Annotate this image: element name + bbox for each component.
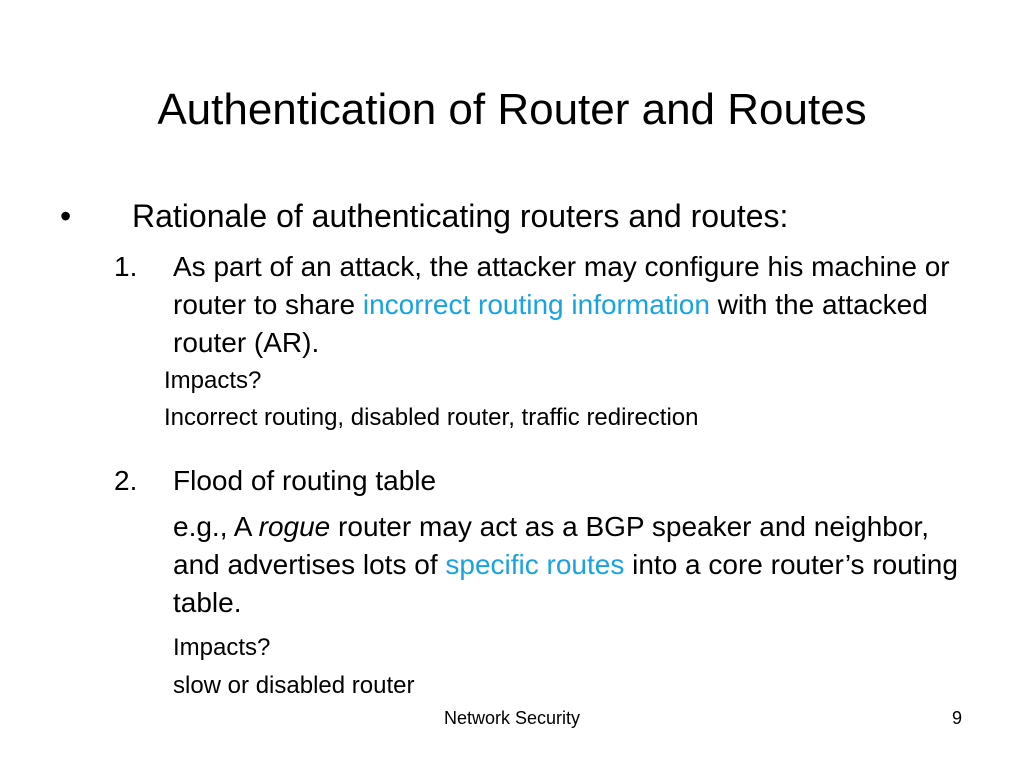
item-2-text-c: into a core router’s routing table. <box>173 549 958 618</box>
bullet-text: Rationale of authenticating routers and routes: <box>132 198 789 234</box>
item-2-impacts-label: Impacts? <box>173 634 271 661</box>
item-1-impacts-text: Incorrect routing, disabled router, traffic redirection <box>164 404 699 431</box>
item-2-text-a: e.g., A <box>173 511 259 542</box>
footer-title: Network Security <box>444 708 581 728</box>
item-2-text-b: router may act as a BGP speaker and neighbor, and advertises lots of <box>173 511 929 580</box>
item-1-highlight: incorrect routing information <box>362 289 710 320</box>
item-1-text-b: with the attacked router (AR). <box>173 289 928 358</box>
bullet-rationale <box>60 194 788 238</box>
item-2-impacts-text: slow or disabled router <box>173 672 415 699</box>
item-2-heading: Flood of routing table <box>173 465 437 496</box>
item-2-paragraph <box>173 508 963 622</box>
item-1-number: 1. <box>114 251 138 282</box>
item-1-impacts-label: Impacts? <box>164 367 262 394</box>
item-2-number: 2. <box>114 465 138 496</box>
page-number: 9 <box>952 708 963 728</box>
bullet-marker: • <box>60 198 72 234</box>
item-2-highlight: specific routes <box>445 549 625 580</box>
slide-title: Authentication of Router and Routes <box>157 85 867 134</box>
item-2-italic: rogue <box>258 511 331 542</box>
item-1-paragraph <box>173 248 963 362</box>
item-1-text-a: As part of an attack, the attacker may configure his machine or router to share <box>173 251 950 320</box>
